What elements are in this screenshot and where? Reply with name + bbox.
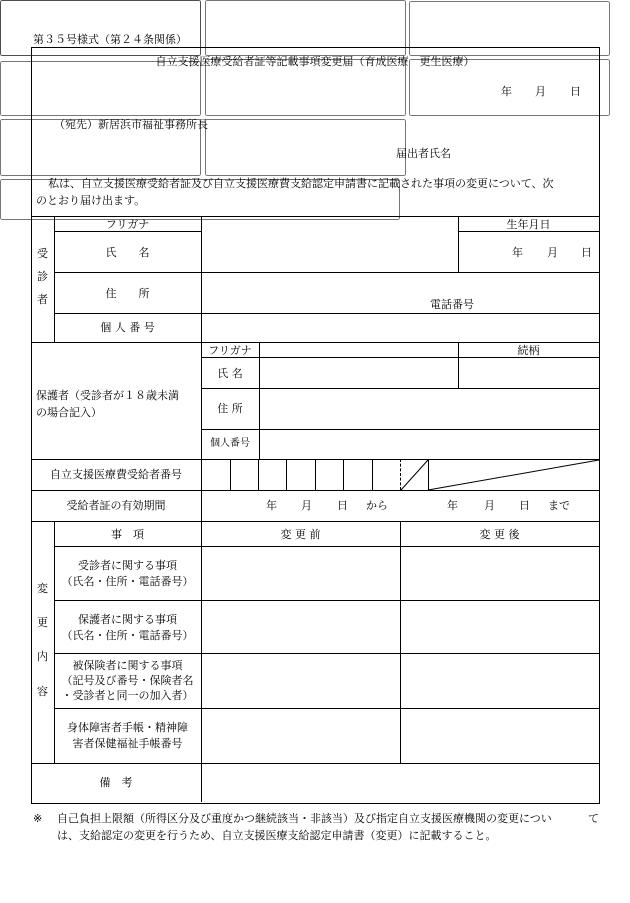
- row1-label-line2: （氏名・住所・電話番号）: [61, 575, 194, 588]
- note-line1-end: て: [588, 812, 599, 825]
- changes-label-2: 更: [37, 616, 48, 629]
- patient-furigana-input[interactable]: [203, 217, 456, 230]
- guardian-relation-label: 続柄: [517, 344, 540, 357]
- birth-day: 日: [581, 246, 592, 259]
- birth-year: 年: [512, 246, 523, 259]
- patient-label-3: 者: [37, 293, 48, 306]
- changes-label-1: 変: [37, 582, 48, 595]
- form-title: 自立支援医療受給者証等記載事項変更届（育成医療 更生医療）: [155, 55, 475, 68]
- patient-address-label: 住 所: [105, 287, 150, 300]
- recipient-digit-3[interactable]: [260, 461, 285, 489]
- recipient-digit-7[interactable]: [374, 461, 399, 489]
- changes-label-4: 容: [37, 685, 48, 698]
- recipient-digit-5[interactable]: [317, 461, 342, 489]
- validity-label: 受給者証の有効期間: [66, 499, 166, 512]
- recipient-number-diagonals: [400, 459, 600, 491]
- guardian-name-label: 氏 名: [217, 367, 243, 380]
- patient-id-label: 個 人 番 号: [100, 321, 155, 334]
- date-day: 日: [570, 85, 581, 98]
- validity-month2: 月: [484, 499, 495, 512]
- guardian-label-line1: 保護者（受診者が１８歳未満: [36, 389, 179, 402]
- validity-year2: 年: [447, 499, 458, 512]
- patient-birth-label: 生年月日: [506, 218, 551, 231]
- changes-label-3: 内: [37, 650, 48, 663]
- row4-label-line2: 害者保健福祉手帳番号: [72, 737, 183, 750]
- guardian-furigana-label: フリガナ: [208, 344, 252, 357]
- patient-name-input[interactable]: [203, 233, 456, 270]
- validity-from: から: [366, 499, 388, 512]
- applicant-name-input[interactable]: [456, 144, 594, 161]
- form-number: 第３５号様式（第２４条関係）: [33, 33, 187, 46]
- recipient-digit-1[interactable]: [203, 461, 229, 489]
- col-before-header: 変 更 前: [280, 528, 321, 541]
- row3-label-line3: ・受診者と同一の加入者）: [61, 689, 194, 702]
- remarks-label: 備 考: [99, 776, 133, 789]
- validity-day1: 日: [337, 499, 348, 512]
- recipient-digit-2[interactable]: [232, 461, 257, 489]
- guardian-name-input[interactable]: [261, 359, 456, 386]
- guardian-furigana-input[interactable]: [261, 343, 456, 356]
- addressee: （宛先）新居浜市福祉事務所長: [54, 118, 208, 131]
- patient-label-1: 受: [37, 247, 48, 260]
- guardian-address-label: 住 所: [217, 402, 243, 415]
- guardian-id-label: 個人番号: [210, 438, 250, 449]
- statement-line1: 私は、自立支援医療受給者証及び自立支援医療費支給認定申請書に記載された事項の変更について、次: [48, 177, 554, 190]
- row3-label-line1: 被保険者に関する事項: [72, 659, 183, 672]
- recipient-number-label: 自立支援医療費受給者番号: [50, 468, 182, 481]
- validity-year1: 年: [266, 499, 277, 512]
- patient-label-2: 診: [37, 270, 48, 283]
- guardian-address-input[interactable]: [261, 390, 597, 427]
- recipient-digit-6[interactable]: [345, 461, 371, 489]
- row4-label-line1: 身体障害者手帳・精神障: [67, 721, 188, 734]
- date-month: 月: [535, 85, 546, 98]
- validity-until: まで: [548, 499, 570, 512]
- birth-month: 月: [547, 246, 558, 259]
- note-line2: は、支給認定の変更を行うため、自立支援医療支給認定申請書（変更）に記載すること。: [57, 829, 497, 842]
- col-after-header: 変 更 後: [479, 528, 520, 541]
- validity-day2: 日: [519, 499, 530, 512]
- row2-label-line2: （氏名・住所・電話番号）: [61, 629, 194, 642]
- recipient-digit-4[interactable]: [288, 461, 314, 489]
- validity-month1: 月: [301, 499, 312, 512]
- patient-furigana-label: フリガナ: [105, 218, 150, 231]
- patient-name-label: 氏 名: [105, 246, 150, 259]
- row3-label-line2: （記号及び番号・保険者名: [61, 674, 194, 687]
- note-line1: 自己負担上限額（所得区分及び重度かつ継続該当・非該当）及び指定自立支援医療機関の変更につい: [57, 812, 552, 825]
- statement-line2: のとおり届け出ます。: [36, 194, 146, 207]
- note-mark: ※: [33, 812, 43, 825]
- row1-label-line1: 受診者に関する事項: [78, 559, 177, 572]
- applicant-name-label: 届出者氏名: [396, 147, 451, 160]
- date-year: 年: [501, 85, 512, 98]
- patient-address-input[interactable]: [203, 274, 597, 294]
- patient-id-input[interactable]: [203, 315, 597, 340]
- row2-label-line1: 保護者に関する事項: [78, 613, 177, 626]
- col-item-header: 事 項: [111, 528, 144, 541]
- guardian-id-input[interactable]: [261, 431, 597, 457]
- guardian-relation-input[interactable]: [460, 359, 597, 386]
- patient-phone-label: 電話番号: [430, 298, 474, 311]
- guardian-label-line2: の場合記入）: [36, 406, 102, 419]
